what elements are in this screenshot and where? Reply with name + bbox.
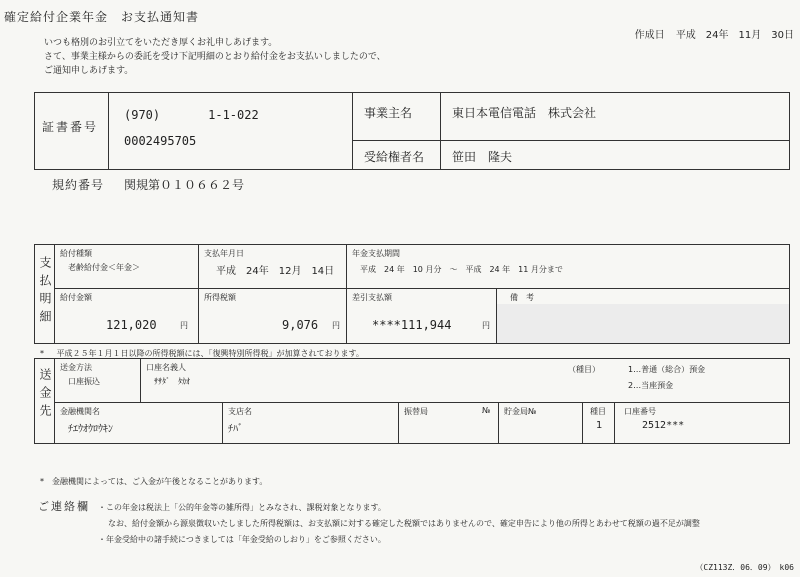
remittance-section-label: 送金先: [38, 368, 52, 422]
benefit-type-value: 老齢給付金＜年金＞: [68, 263, 140, 272]
contact-line: なお、給付金額から源泉徴収いたしました所得税額は、お支払額に対する確定した税額ではありませんので、確定申告により他の所得とあわせて税額の過不足が調整: [108, 519, 700, 528]
certificate-label: 証書番号: [42, 120, 99, 134]
document-title: 確定給付企業年金 お支払通知書: [4, 10, 200, 24]
contact-label: ご連絡欄: [38, 500, 90, 513]
yen-unit: 円: [482, 321, 490, 330]
kind-option-1: 1…普通（総合）預金: [628, 365, 706, 374]
contact-line: ・この年金は税法上「公的年金等の雑所得」とみなされ、課税対象となります。: [98, 503, 386, 512]
bank-value: ﾁｴｳｵｳﾛｳｷﾝ: [68, 424, 113, 435]
certificate-code: (970) 1-1-022: [124, 108, 259, 122]
certificate-number: 0002495705: [124, 134, 197, 148]
pay-date-value: 平成 24年 12月 14日: [216, 266, 335, 277]
benefit-amount-label: 給付金額: [60, 293, 92, 302]
postal-office-label: 貯金局№: [504, 407, 537, 416]
pay-date-label: 支払年月日: [204, 249, 244, 258]
income-tax-value: 9,076: [282, 318, 319, 332]
pay-period-value: 平成 24 年 10 月分 ～ 平成 24 年 11 月分まで: [360, 265, 563, 274]
contact-line: ・年金受給中の諸手続につきましては「年金受給のしおり」をご参照ください。: [98, 535, 386, 544]
transfer-no-label: №: [482, 406, 491, 415]
intro-text: [44, 36, 386, 78]
holder-label: 口座名義人: [146, 363, 186, 372]
item-label: 種目: [590, 407, 606, 416]
branch-value: ﾁﾊﾞ: [228, 424, 243, 435]
payment-section-label: 支払明細: [38, 256, 52, 328]
holder-value: ｻｻﾀﾞ ﾀｶｵ: [154, 377, 190, 386]
rule-value: 関規第０１０６６２号: [124, 178, 245, 192]
transfer-office-label: 振替局: [404, 407, 428, 416]
kind-label: （種目）: [568, 365, 600, 374]
pay-period-label: 年金支払期間: [352, 249, 400, 258]
employer-value: 東日本電信電話 株式会社: [452, 106, 597, 120]
bank-label: 金融機関名: [60, 407, 100, 416]
net-payment-label: 差引支払額: [352, 293, 392, 302]
benefit-amount-value: 121,020: [106, 318, 157, 332]
created-date-value: 平成 24年 11月 30日: [675, 30, 794, 41]
remarks-label: 備 考: [510, 293, 534, 302]
branch-label: 支店名: [228, 407, 252, 416]
recipient-value: 笹田 隆夫: [452, 150, 513, 164]
benefit-type-label: 給付種類: [60, 249, 92, 258]
created-date: [635, 26, 794, 41]
form-code: （CZ113Z．06．09） k06: [695, 563, 794, 572]
recipient-label: 受給権者名: [364, 150, 425, 164]
note-mark-icon: *: [40, 349, 44, 358]
method-label: 送金方法: [60, 363, 92, 372]
employer-label: 事業主名: [364, 106, 413, 120]
income-tax-label: 所得税額: [204, 293, 236, 302]
bank-note: * 金融機関によっては、ご入金が午後となることがあります。: [40, 477, 268, 486]
intro-line: さて、事業主様からの委託を受け下記明細のとおり給付金をお支払いしましたので、: [44, 52, 386, 62]
yen-unit: 円: [180, 321, 188, 330]
rule-label: 規約番号: [52, 178, 105, 192]
method-value: 口座振込: [68, 377, 100, 386]
kind-option-2: 2…当座預金: [628, 381, 674, 390]
intro-line: ご通知申しあげます。: [44, 66, 134, 76]
net-payment-value: ****111,944: [372, 318, 452, 332]
tax-note-text: 平成２５年１月１日以降の所得税額には、「復興特別所得税」が加算されております。: [56, 349, 364, 358]
contact-notes: [98, 500, 798, 548]
intro-line: いつも格別のお引立てをいただき厚くお礼申しあげます。: [44, 38, 278, 48]
created-date-label: 作成日: [634, 30, 665, 41]
account-label: 口座番号: [624, 407, 656, 416]
item-value: 1: [596, 420, 603, 431]
remarks-box: [497, 304, 789, 343]
account-value: 2512***: [642, 420, 685, 431]
yen-unit: 円: [332, 321, 340, 330]
